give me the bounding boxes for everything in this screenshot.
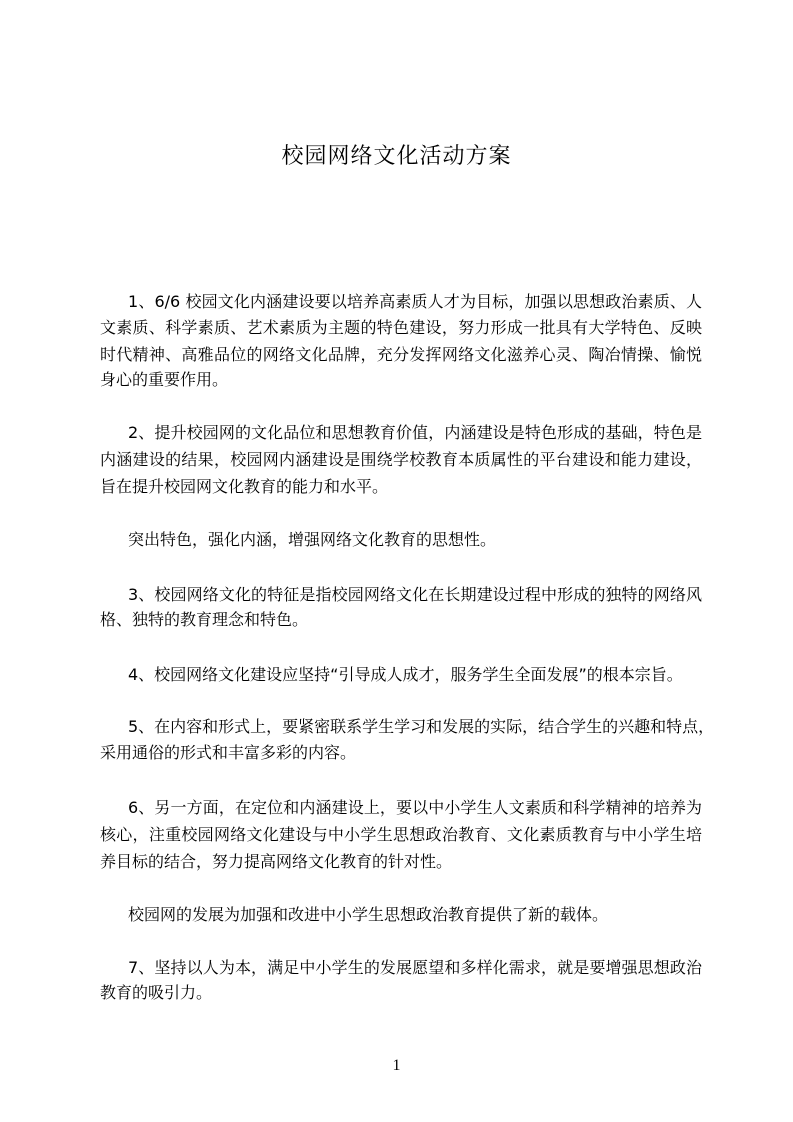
text-line: 教育的吸引力。 (100, 983, 213, 1002)
text-line: 7、坚持以人为本，满足中小学生的发展愿望和多样化需求，就是要增强思想政治 (128, 958, 702, 977)
text-line: 4、校园网络文化建设应坚持“引导成人成才，服务学生全面发展”的根本宗旨。 (128, 665, 683, 684)
text-line: 5、在内容和形式上，要紧密联系学生学习和发展的实际，结合学生的兴趣和特点， (128, 717, 715, 736)
text-line: 核心，注重校园网络文化建设与中小学生思想政治教育、文化素质教育与中小学生培 (100, 825, 702, 844)
text-line: 采用通俗的形式和丰富多彩的内容。 (100, 743, 357, 762)
text-line: 文素质、科学素质、艺术素质为主题的特色建设，努力形成一批具有大学特色、反映 (100, 318, 702, 337)
text-line: 旨在提升校园网文化教育的能力和水平。 (100, 477, 389, 496)
text-line: 突出特色，强化内涵，增强网络文化教育的思想性。 (128, 530, 497, 549)
document-title: 校园网络文化活动方案 (281, 144, 512, 169)
text-line: 3、校园网络文化的特征是指校园网络文化在长期建设过程中形成的独特的网络风 (128, 585, 702, 604)
text-line: 养目标的结合，努力提高网络文化教育的针对性。 (100, 852, 453, 871)
text-line: 1、6/6 校园文化内涵建设要以培养高素质人才为目标，加强以思想政治素质、人 (128, 292, 702, 311)
text-line: 2、提升校园网的文化品位和思想教育价值，内涵建设是特色形成的基础，特色是 (128, 423, 702, 442)
text-line: 校园网的发展为加强和改进中小学生思想政治教育提供了新的载体。 (128, 905, 609, 924)
text-line: 身心的重要作用。 (100, 370, 229, 389)
text-line: 内涵建设的结果，校园网内涵建设是围绕学校教育本质属性的平台建设和能力建设， (100, 450, 702, 469)
page-number: 1 (392, 1057, 401, 1074)
text-line: 时代精神、高雅品位的网络文化品牌，充分发挥网络文化滋养心灵、陶冶情操、愉悦 (100, 345, 702, 364)
text-line: 格、独特的教育理念和特色。 (100, 610, 309, 629)
text-line: 6、另一方面，在定位和内涵建设上，要以中小学生人文素质和科学精神的培养为 (128, 798, 702, 817)
